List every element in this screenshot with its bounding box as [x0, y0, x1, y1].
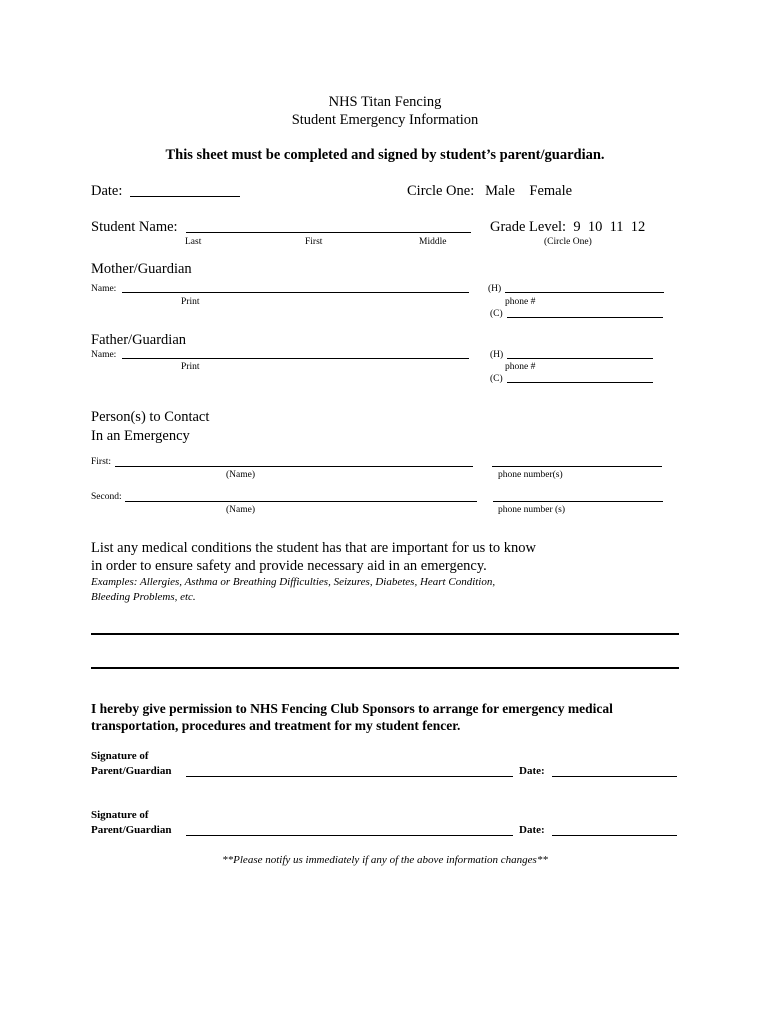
father-name-field[interactable] [122, 358, 469, 359]
contact-heading-line2: In an Emergency [91, 428, 190, 444]
signature-2-label-line1: Signature of [91, 809, 149, 821]
date-label: Date: [91, 183, 123, 199]
medical-examples-line1: Examples: Allergies, Asthma or Breathing Difficulties, Seizures, Diabetes, Heart Condition, [91, 576, 496, 588]
signature-1-label-line2: Parent/Guardian [91, 765, 172, 777]
mother-print-caption: Print [181, 297, 200, 307]
father-print-caption: Print [181, 362, 200, 372]
signature-1-label-line1: Signature of [91, 750, 149, 762]
second-contact-name-field[interactable] [125, 501, 477, 502]
mother-heading: Mother/Guardian [91, 261, 192, 277]
first-contact-phone-caption: phone number(s) [498, 470, 563, 480]
father-cell-label: (C) [490, 374, 503, 384]
signature-1-date-label: Date: [519, 765, 545, 777]
medical-prompt-line1: List any medical conditions the student has that are important for us to know [91, 540, 536, 556]
mother-cell-phone-field[interactable] [507, 317, 663, 318]
signature-2-date-field[interactable] [552, 835, 677, 836]
footer-note: **Please notify us immediately if any of the above information changes** [222, 854, 548, 866]
father-home-phone-field[interactable] [507, 358, 653, 359]
signature-1-date-field[interactable] [552, 776, 677, 777]
second-contact-name-caption: (Name) [226, 505, 256, 515]
father-phone-caption: phone # [505, 362, 536, 372]
first-contact-name-caption: (Name) [226, 470, 256, 480]
form-subtitle: Student Emergency Information [291, 112, 479, 128]
signature-2-date-label: Date: [519, 824, 545, 836]
form-title: NHS Titan Fencing [328, 94, 442, 110]
permission-line2: transportation, procedures and treatment for my student fencer. [91, 718, 461, 733]
father-cell-phone-field[interactable] [507, 382, 653, 383]
contact-heading-line1: Person(s) to Contact [91, 409, 210, 425]
grade-level: Grade Level: 9 10 11 12 [490, 219, 646, 235]
father-home-label: (H) [490, 350, 504, 360]
mother-phone-caption: phone # [505, 297, 536, 307]
second-contact-phone-field[interactable] [493, 501, 663, 502]
mother-home-label: (H) [488, 284, 502, 294]
date-field[interactable] [130, 196, 240, 197]
mother-cell-label: (C) [490, 309, 503, 319]
mother-home-phone-field[interactable] [505, 292, 664, 293]
mother-name-field[interactable] [122, 292, 469, 293]
first-contact-label: First: [91, 457, 112, 467]
permission-line1: I hereby give permission to NHS Fencing Club Sponsors to arrange for emergency medical [91, 701, 613, 716]
signature-2-field[interactable] [186, 835, 513, 836]
mother-name-label: Name: [91, 284, 117, 294]
middle-caption: Middle [419, 237, 447, 247]
medical-examples-line2: Bleeding Problems, etc. [91, 591, 196, 603]
father-name-label: Name: [91, 350, 117, 360]
second-contact-phone-caption: phone number (s) [498, 505, 566, 515]
first-contact-name-field[interactable] [115, 466, 473, 467]
student-name-field[interactable] [186, 232, 471, 233]
student-name-label: Student Name: [91, 219, 178, 235]
father-heading: Father/Guardian [91, 332, 187, 348]
medical-prompt-line2: in order to ensure safety and provide necessary aid in an emergency. [91, 558, 487, 574]
signature-2-label-line2: Parent/Guardian [91, 824, 172, 836]
first-contact-phone-field[interactable] [492, 466, 662, 467]
grade-caption: (Circle One) [544, 237, 592, 247]
first-caption: First [305, 237, 323, 247]
second-contact-label: Second: [91, 492, 122, 502]
signature-1-field[interactable] [186, 776, 513, 777]
medical-conditions-line-2[interactable] [91, 667, 679, 669]
gender-circle-one: Circle One: Male Female [407, 183, 573, 199]
medical-conditions-line-1[interactable] [91, 633, 679, 635]
last-caption: Last [185, 237, 202, 247]
instruction-text: This sheet must be completed and signed by student’s parent/guardian. [165, 147, 605, 163]
